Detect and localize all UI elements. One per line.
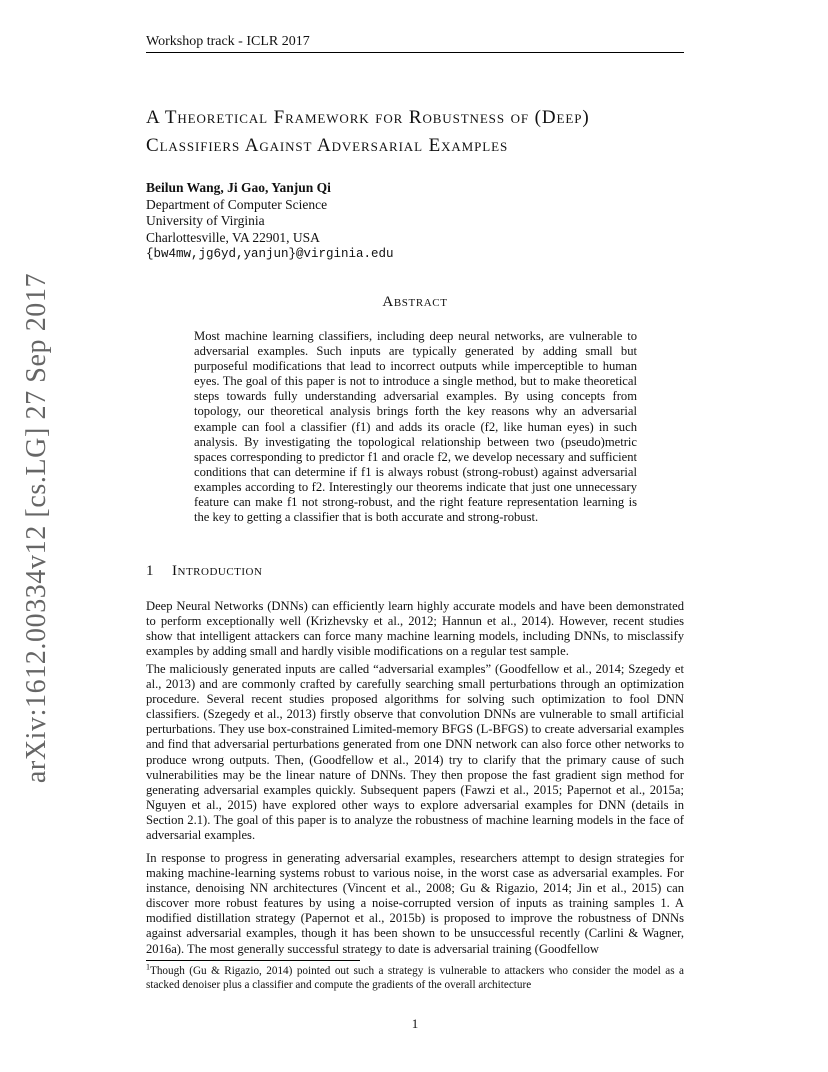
- footnote-marker: 1: [146, 962, 150, 972]
- section-heading-introduction: [146, 563, 262, 580]
- author-names: Beilun Wang, Ji Gao, Yanjun Qi: [146, 180, 331, 195]
- abstract-text: Most machine learning classifiers, including deep neural networks, are vulnerable to adversarial examples. Such inputs are typically generated by adding small but purposeful modifications that lead to incorrect outputs while imperceptible to human eyes. The goal of this paper is not to introduce a single method, but to make theoretical steps towards fully understanding adversarial examples. By using concepts from topology, our theoretical analysis brings forth the key reasons why an adversarial example can fool a classifier (f1) and adds its oracle (f2, like human eyes) in such analysis. By investigating the topological relationship between two (pseudo)metric spaces corresponding to predictor f1 and oracle f2, we develop necessary and sufficient conditions that can determine if f1 is always robust (strong-robust) against adversarial examples according to f2. Interestingly our theorems indicate that just one unnecessary feature can make f1 not strong-robust, and the right feature representation learning is the key to getting a classifier that is both accurate and strong-robust.: [194, 329, 637, 525]
- footnote: [146, 964, 684, 992]
- author-department: Department of Computer Science: [146, 196, 328, 212]
- author-email: {bw4mw,jg6yd,yanjun}@virginia.edu: [146, 247, 394, 262]
- abstract-heading: Abstract: [382, 294, 448, 310]
- header-rule: [146, 52, 684, 53]
- author-block: [146, 180, 394, 263]
- author-university: University of Virginia: [146, 213, 265, 229]
- intro-paragraph-3: In response to progress in generating adversarial examples, researchers attempt to design strategies for making machine-learning systems robust to various noise, in the worst case as adversarial examples. For instance, denoising NN architectures (Vincent et al., 2008; Gu & Rigazio, 2014; Jin et al., 2015) can discover more robust features by using a noise-corrupted version of inputs as training samples 1. A modified distillation strategy (Papernot et al., 2015b) is proposed to improve the robustness of DNNs against adversarial examples, though it has been shown to be unsuccessful recently (Carlini & Wagner, 2016a). The most generally successful strategy to date is adversarial training (Goodfellow: [146, 851, 684, 956]
- author-address: Charlottesville, VA 22901, USA: [146, 229, 320, 245]
- intro-paragraph-2: The maliciously generated inputs are called “adversarial examples” (Goodfellow et al., 2014; Szegedy et al., 2013) and are commonly crafted by carefully searching small perturbations through an optimization procedure. Several recent studies proposed algorithms for solving such optimization to fool DNN classifiers. (Szegedy et al., 2013) firstly observe that convolution DNNs are vulnerable to small artificial perturbations. They use box-constrained Limited-memory BFGS (L-BFGS) to create adversarial examples and find that adversarial perturbations generated from one DNN network can also force other networks to produce wrong outputs. Then, (Goodfellow et al., 2014) try to clarify that the primary cause of such vulnerabilities may be the linear nature of DNNs. They then propose the fast gradient sign method for generating adversarial examples quickly. Subsequent papers (Fawzi et al., 2015; Papernot et al., 2015a; Nguyen et al., 2015) have explored other ways to explore adversarial examples for DNN (details in Section 2.1). The goal of this paper is to analyze the robustness of machine learning models in the face of adversarial examples.: [146, 662, 684, 843]
- title-line-2: Classifiers Against Adversarial Examples: [146, 135, 509, 156]
- title-line-1: A Theoretical Framework for Robustness of (Deep): [146, 107, 590, 128]
- paper-title: [146, 104, 706, 160]
- running-header: Workshop track - ICLR 2017: [146, 34, 310, 49]
- arxiv-side-identifier: arXiv:1612.00334v12 [cs.LG] 27 Sep 2017: [21, 272, 52, 784]
- section-title: Introduction: [172, 563, 263, 579]
- intro-paragraph-1: Deep Neural Networks (DNNs) can efficiently learn highly accurate models and have been demonstrated to perform exceptionally well (Krizhevsky et al., 2012; Hannun et al., 2014). However, recent studies show that intelligent attackers can force many machine learning models, including DNNs, to misclassify examples by adding small and hardly visible modifications on a regular test sample.: [146, 599, 684, 659]
- page-number: 1: [411, 1016, 419, 1031]
- footnote-rule: [146, 960, 360, 961]
- footnote-text: Though (Gu & Rigazio, 2014) pointed out such a strategy is vulnerable to attackers who consider the model as a stacked denoiser plus a classifier and compute the gradients of the overall architecture: [146, 965, 684, 991]
- section-number: 1: [146, 563, 154, 579]
